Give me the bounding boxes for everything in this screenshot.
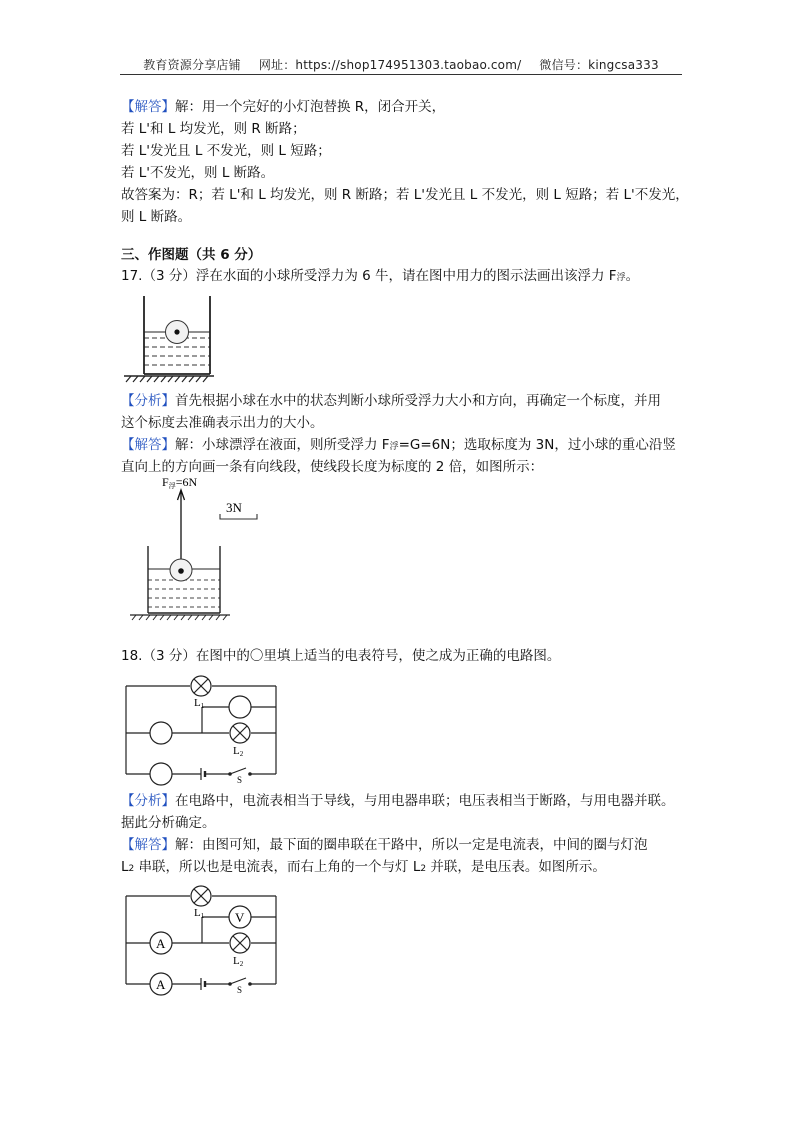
meter-slot-bottom: [150, 763, 172, 785]
answer-tag: 【解答】: [121, 99, 175, 115]
label-L1: L1: [194, 907, 205, 920]
battery-icon: [201, 768, 205, 780]
q17-stem: [121, 266, 639, 288]
analysis-text: 在电路中，电流表相当于导线，与用电器串联；电压表相当于断路，与用电器并联。: [175, 793, 675, 809]
voltmeter-icon: [229, 906, 251, 928]
page-header: [120, 56, 682, 73]
answer-text: 解：由图可知，最下面的圈串联在干路中，所以一定是电流表，中间的圈与灯泡: [175, 837, 648, 853]
lamp-L1-icon: [191, 886, 211, 906]
label-L1: L1: [194, 697, 205, 710]
answer-sub: 2: [128, 864, 135, 874]
q18-answer-line-1: [121, 835, 648, 855]
ammeter-icon-middle: [150, 932, 172, 954]
ball-icon: [166, 321, 189, 344]
q17-answer-line-2: 直向上的方向画一条有向线段，使线段长度为标度的 2 倍，如图所示：: [121, 459, 544, 475]
section-title: 三、作图题（共 6 分）: [121, 247, 262, 263]
q16-answer-line-5: 故答案为：R；若 L'和 L 均发光，则 R 断路；若 L'发光且 L 不发光，则 L 短路；若 L'不发光，: [121, 187, 689, 203]
analysis-text: 首先根据小球在水中的状态判断小球所受浮力大小和方向，再确定一个标度，并用: [175, 393, 661, 409]
q18-analysis-line-2: 据此分析确定。: [121, 815, 216, 831]
answer-tag: 【解答】: [121, 437, 175, 453]
meter-slot-top: [229, 696, 251, 718]
answer-sub: 浮: [389, 442, 399, 452]
q17-analysis-line-2: 这个标度去准确表示出力的大小。: [121, 415, 324, 431]
answer-tag: 【解答】: [121, 837, 175, 853]
lamp-L2-icon: [230, 933, 250, 953]
analysis-tag: 【分析】: [121, 393, 175, 409]
label-L2: L2: [233, 955, 244, 968]
scale-label: 3N: [226, 500, 242, 515]
answer-text: L: [121, 859, 129, 875]
label-L2: L2: [233, 745, 244, 758]
beaker-figure: [122, 292, 227, 384]
q17-stem-end: 。: [625, 268, 640, 284]
header-shop: 教育资源分享店铺: [143, 58, 241, 72]
force-label: F浮=6N: [162, 475, 198, 490]
force-diagram: [128, 474, 278, 622]
battery-icon: [201, 978, 205, 990]
q18-answer-line-2: [121, 857, 606, 879]
water-lines: [148, 580, 220, 607]
q16-answer-line-3: 若 L'发光且 L 不发光，则 L 短路；: [121, 143, 331, 159]
ammeter-icon-bottom: [150, 973, 172, 995]
analysis-tag: 【分析】: [121, 793, 175, 809]
answer-text-2: =G=6N；选取标度为 3N，过小球的重心沿竖: [398, 437, 676, 453]
q17-stem-text: 17.（3 分）浮在水面的小球所受浮力为 6 牛，请在图中用力的图示法画出该浮力 F: [121, 268, 617, 284]
answer-text-3: 并联，是电压表。如图所示。: [426, 859, 606, 875]
header-wechat: 微信号：kingcsa333: [539, 58, 659, 72]
q18-analysis-line-1: [121, 791, 675, 811]
label-S: S: [237, 775, 243, 785]
label-S: S: [237, 985, 243, 995]
circuit-question: [120, 672, 282, 784]
q17-answer-line-1: [121, 435, 676, 457]
q16-answer-line-2: 若 L'和 L 均发光，则 R 断路；: [121, 121, 306, 137]
answer-text: 解：小球漂浮在液面，则所受浮力 F: [175, 437, 390, 453]
svg-text:A: A: [156, 936, 166, 951]
ball-icon: [170, 559, 192, 581]
circuit-answer: [120, 882, 282, 994]
answer-text: 解：用一个完好的小灯泡替换 R，闭合开关，: [175, 99, 446, 115]
answer-text-2: 串联，所以也是电流表，而右上角的一个与灯 L: [134, 859, 421, 875]
svg-text:V: V: [235, 910, 245, 925]
q17-analysis-line-1: [121, 391, 661, 411]
q16-answer-line-1: [121, 97, 445, 117]
lamp-L1-icon: [191, 676, 211, 696]
answer-sub-2: 2: [420, 864, 427, 874]
q17-stem-sub: 浮: [616, 273, 626, 283]
q16-answer-line-4: 若 L'不发光，则 L 断路。: [121, 165, 275, 181]
meter-slot-middle: [150, 722, 172, 744]
header-url[interactable]: 网址：https://shop174951303.taobao.com/: [258, 58, 522, 72]
ground-hatch: [126, 376, 208, 382]
q16-answer-line-6: 则 L 断路。: [121, 209, 192, 225]
lamp-L2-icon: [230, 723, 250, 743]
svg-text:A: A: [156, 977, 166, 992]
ground-hatch: [132, 615, 227, 620]
q18-stem: 18.（3 分）在图中的〇里填上适当的电表符号，使之成为正确的电路图。: [121, 648, 561, 664]
header-divider: [120, 74, 682, 75]
